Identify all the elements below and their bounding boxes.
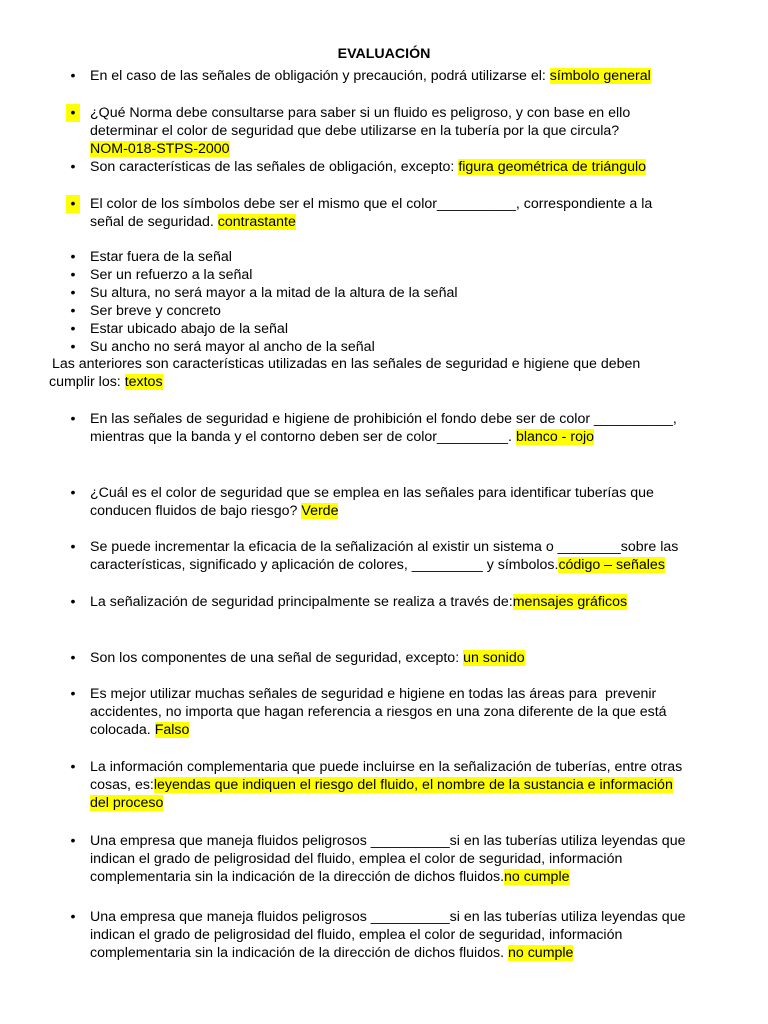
- question-text: complementaria sin la indicación de la dirección de dichos fluidos.: [90, 869, 505, 886]
- answer-highlight: un sonido: [463, 650, 525, 666]
- answer-highlight: blanco - rojo: [515, 429, 595, 446]
- list-text: Estar ubicado abajo de la señal: [90, 321, 288, 337]
- question-text: Se puede incrementar la eficacia de la señalización al existir un sistema o ________sobre las: [90, 539, 679, 555]
- question-2: [70, 104, 730, 159]
- list-item: [70, 284, 730, 302]
- question-text: características, significado y aplicación de colores, _________ y símbolos.: [90, 557, 559, 574]
- question-text: ¿Qué Norma debe consultarse para saber si un fluido es peligroso, y con base en ello: [90, 105, 631, 121]
- list-text: Su ancho no será mayor al ancho de la señal: [90, 339, 375, 355]
- answer-highlight: mensajes gráficos: [512, 594, 628, 610]
- question-text: Son los componentes de una señal de seguridad, excepto:: [90, 650, 464, 666]
- question-text: La información complementaria que puede incluirse en la señalización de tuberías, entre otras: [90, 759, 683, 775]
- answer-highlight: código – señales: [558, 557, 665, 574]
- question-text: mientras que la banda y el contorno deben ser de color_________.: [90, 429, 516, 446]
- bullet: •: [70, 539, 76, 555]
- answer-highlight: Verde: [301, 503, 339, 520]
- answer-highlight: del proceso: [90, 795, 164, 812]
- question-8: [70, 593, 730, 611]
- list-item: [70, 266, 730, 284]
- paragraph: [48, 355, 728, 391]
- question-13: [70, 908, 730, 963]
- bullet: •: [70, 285, 76, 301]
- list-text: Su altura, no será mayor a la mitad de la altura de la señal: [90, 285, 458, 301]
- list-text: Ser un refuerzo a la señal: [90, 267, 253, 283]
- bullet: •: [70, 650, 76, 666]
- answer-highlight: leyendas que indiquen el riesgo del fluido, el nombre de la sustancia e información: [153, 777, 673, 794]
- bullet: •: [70, 159, 76, 175]
- answer-highlight: textos: [124, 374, 163, 391]
- question-text: determinar el color de seguridad que debe utilizarse en la tubería por la que circula?: [90, 123, 620, 140]
- bullet: •: [70, 339, 76, 355]
- answer-highlight: NOM-018-STPS-2000: [90, 141, 230, 158]
- question-4: [70, 195, 730, 231]
- answer-highlight: símbolo general: [549, 68, 651, 84]
- answer-highlight: no cumple: [507, 945, 574, 962]
- question-12: [70, 832, 730, 887]
- question-text: En las señales de seguridad e higiene de prohibición el fondo debe ser de color __________,: [90, 411, 677, 427]
- question-3: [70, 158, 730, 176]
- bullet: •: [70, 303, 76, 319]
- question-text: Una empresa que maneja fluidos peligrosos __________si en las tuberías utiliza leyendas que: [90, 833, 686, 849]
- question-1: [70, 67, 730, 85]
- list-item: [70, 320, 730, 338]
- bullet: •: [70, 321, 76, 337]
- question-10: [70, 685, 730, 740]
- question-text: Es mejor utilizar muchas señales de seguridad e higiene en todas las áreas para prevenir: [90, 686, 657, 702]
- answer-highlight: Falso: [154, 722, 190, 739]
- question-text: El color de los símbolos debe ser el mismo que el color__________, correspondiente a la: [90, 196, 653, 212]
- question-7: [70, 538, 730, 574]
- question-text: En el caso de las señales de obligación y precaución, podrá utilizarse el:: [90, 68, 550, 84]
- bullet-highlighted: •: [66, 104, 80, 122]
- question-9: [70, 649, 730, 667]
- list-text: Ser breve y concreto: [90, 303, 221, 319]
- bullet: •: [70, 909, 76, 925]
- question-text: accidentes, no importa que hagan referencia a riesgos en una zona diferente de la que está: [90, 704, 667, 721]
- answer-highlight: contrastante: [217, 214, 296, 231]
- bullet-highlighted: •: [66, 195, 80, 213]
- list-item: [70, 248, 730, 266]
- bullet: •: [70, 411, 76, 427]
- question-text: La señalización de seguridad principalmente se realiza a través de:: [90, 594, 513, 610]
- list-text: Estar fuera de la señal: [90, 249, 232, 265]
- bullet: •: [70, 68, 76, 84]
- question-text: indican el grado de peligrosidad del fluido, emplea el color de seguridad, información: [90, 927, 623, 944]
- bullet: •: [70, 759, 76, 775]
- question-text: indican el grado de peligrosidad del fluido, emplea el color de seguridad, información: [90, 851, 623, 868]
- question-text: Una empresa que maneja fluidos peligrosos __________si en las tuberías utiliza leyendas que: [90, 909, 686, 925]
- question-text: Son características de las señales de obligación, excepto:: [90, 159, 459, 175]
- paragraph-text: cumplir los:: [49, 374, 125, 391]
- bullet: •: [70, 594, 76, 610]
- answer-highlight: figura geométrica de triángulo: [458, 159, 647, 175]
- bullet: •: [70, 249, 76, 265]
- question-6: [70, 484, 730, 520]
- question-text: colocada.: [90, 722, 155, 739]
- bullet: •: [70, 485, 76, 501]
- question-text: señal de seguridad.: [90, 214, 218, 231]
- question-text: ¿Cuál es el color de seguridad que se emplea en las señales para identificar tuberías que: [90, 485, 654, 501]
- bullet: •: [70, 267, 76, 283]
- list-item: [70, 338, 730, 356]
- list-item: [70, 302, 730, 320]
- bullet: •: [70, 833, 76, 849]
- answer-highlight: no cumple: [504, 869, 570, 886]
- page-title: EVALUACIÓN: [337, 46, 431, 62]
- question-text: complementaria sin la indicación de la dirección de dichos fluidos.: [90, 945, 508, 962]
- question-5: [70, 410, 730, 446]
- question-11: [70, 758, 730, 813]
- bullet: •: [70, 686, 76, 702]
- question-text: cosas, es:: [90, 777, 154, 794]
- paragraph-text: Las anteriores son características utilizadas en las señales de seguridad e higiene que deben: [48, 356, 641, 372]
- question-text: conducen fluidos de bajo riesgo?: [90, 503, 302, 520]
